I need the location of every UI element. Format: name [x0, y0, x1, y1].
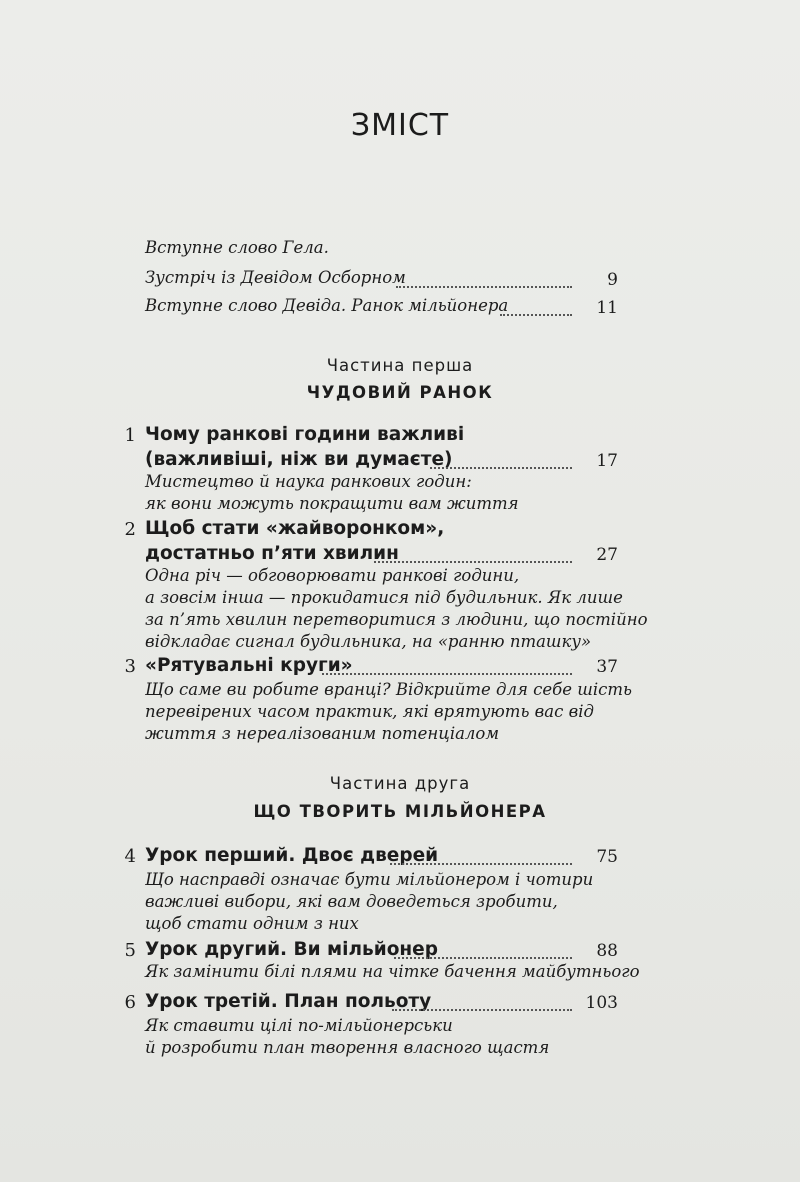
chapter-title-line: «Рятувальні круги»: [145, 655, 353, 676]
chapter-number: 1: [124, 425, 136, 446]
page-number: 75: [596, 847, 618, 867]
leader-dots: [374, 561, 572, 563]
leader-dots: [392, 1009, 572, 1011]
intro-entry-2: Зустріч із Девідом Осборном: [145, 268, 406, 287]
part-label: Частина друга: [329, 774, 471, 793]
leader-dots: [430, 467, 572, 469]
chapter-description: Мистецтво й наука ранкових годин:: [145, 472, 472, 491]
intro-entry-1: Вступне слово Гела.: [145, 238, 329, 257]
chapter-description: за п’ять хвилин перетворитися з людини, що постійно: [145, 610, 648, 629]
chapter-description: важливі вибори, які вам доведеться зробити,: [145, 892, 558, 911]
page-number: 27: [596, 545, 618, 565]
chapter-description: Що саме ви робите вранці? Відкрийте для себе шість: [145, 680, 633, 699]
chapter-description: перевірених часом практик, які врятують вас від: [145, 702, 594, 721]
page-number: 37: [596, 657, 618, 677]
page-number: 9: [607, 270, 618, 290]
chapter-number: 6: [124, 992, 136, 1013]
intro-entry-3: Вступне слово Девіда. Ранок мільйонера: [145, 296, 509, 315]
chapter-title-line: достатньо п’яти хвилин: [145, 543, 399, 564]
chapter-title-line: Урок перший. Двоє дверей: [145, 845, 439, 866]
chapter-description: Як замінити білі плями на чітке бачення майбутнього: [145, 962, 640, 981]
page-number: 103: [585, 993, 618, 1013]
leader-dots: [500, 314, 572, 316]
page-title: ЗМІСТ: [350, 108, 450, 143]
chapter-description: Одна річ — обговорювати ранкові години,: [145, 566, 520, 585]
chapter-title-line: Щоб стати «жайворонком»,: [145, 518, 445, 539]
leader-dots: [396, 286, 572, 288]
chapter-title-line: Урок другий. Ви мільйонер: [145, 939, 438, 960]
leader-dots: [322, 673, 572, 675]
chapter-description: а зовсім інша — прокидатися під будильник. Як лише: [145, 588, 623, 607]
chapter-description: життя з нереалізованим потенціалом: [145, 724, 500, 743]
chapter-number: 5: [124, 940, 136, 961]
chapter-title-line: (важливіші, ніж ви думаєте): [145, 449, 453, 470]
chapter-number: 3: [124, 656, 136, 677]
chapter-title-line: Чому ранкові години важливі: [145, 424, 465, 445]
leader-dots: [394, 957, 572, 959]
part-title: ЩО ТВОРИТЬ МІЛЬЙОНЕРА: [253, 802, 547, 821]
part-label: Частина перша: [326, 356, 474, 375]
part-title: ЧУДОВИЙ РАНОК: [306, 383, 494, 402]
page-number: 17: [596, 451, 618, 471]
chapter-description: як вони можуть покращити вам життя: [145, 494, 519, 513]
chapter-description: й розробити план творення власного щастя: [145, 1038, 550, 1057]
chapter-title-line: Урок третій. План польоту: [145, 991, 432, 1012]
leader-dots: [390, 863, 572, 865]
chapter-number: 2: [124, 519, 136, 540]
page-number: 11: [596, 298, 618, 318]
chapter-number: 4: [124, 846, 136, 867]
chapter-description: Що насправді означає бути мільйонером і чотири: [145, 870, 594, 889]
chapter-description: відкладає сигнал будильника, на «ранню пташку»: [145, 632, 592, 651]
chapter-description: Як ставити цілі по-мільйонерськи: [145, 1016, 453, 1035]
chapter-description: щоб стати одним з них: [145, 914, 359, 933]
page-number: 88: [596, 941, 618, 961]
